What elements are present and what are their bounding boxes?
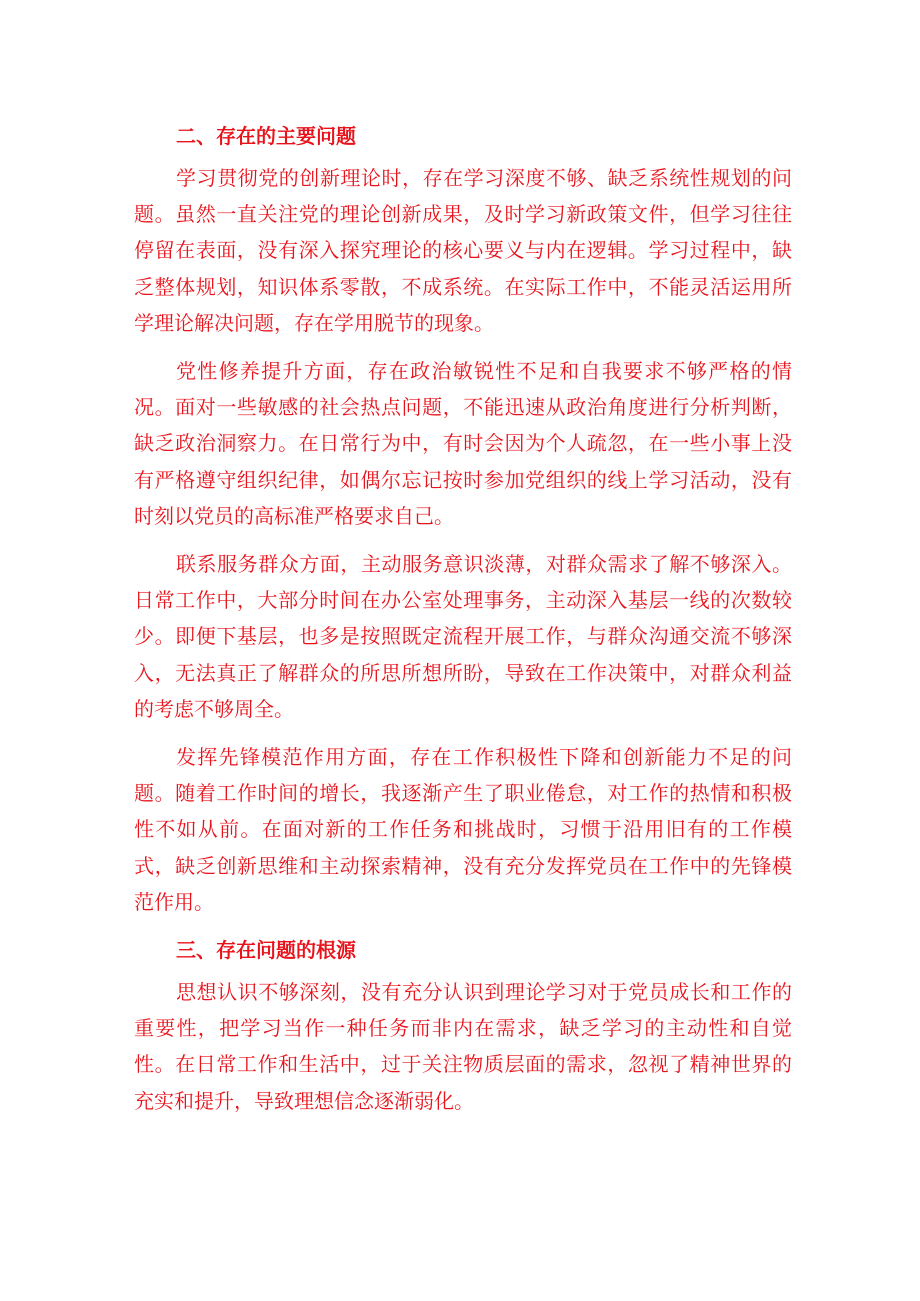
section-2-paragraph-1: 学习贯彻党的创新理论时，存在学习深度不够、缺乏系统性规划的问题。虽然一直关注党的理论创新成果，及时学习新政策文件，但学习往往停留在表面，没有深入探究理论的核心要义与内在逻辑。学习过程中，缺乏整体规划，知识体系零散，不成系统。在实际工作中，不能灵活运用所学理论解决问题，存在学用脱节的现象。	[134, 166, 792, 335]
section-3-heading: 三、存在问题的根源	[176, 938, 356, 963]
section-2-paragraph-3: 联系服务群众方面，主动服务意识淡薄，对群众需求了解不够深入。日常工作中，大部分时间在办公室处理事务，主动深入基层一线的次数较少。即便下基层，也多是按照既定流程开展工作，与群众沟通交流不够深入，无法真正了解群众的所思所想所盼，导致在工作决策中，对群众利益的考虑不够周全。	[134, 552, 792, 721]
section-2-paragraph-2: 党性修养提升方面，存在政治敏锐性不足和自我要求不够严格的情况。面对一些敏感的社会热点问题，不能迅速从政治角度进行分析判断，缺乏政治洞察力。在日常行为中，有时会因为个人疏忽，在一些小事上没有严格遵守组织纪律，如偶尔忘记按时参加党组织的线上学习活动，没有时刻以党员的高标准严格要求自己。	[134, 359, 792, 528]
section-2-paragraph-4: 发挥先锋模范作用方面，存在工作积极性下降和创新能力不足的问题。随着工作时间的增长，我逐渐产生了职业倦怠，对工作的热情和积极性不如从前。在面对新的工作任务和挑战时，习惯于沿用旧有的工作模式，缺乏创新思维和主动探索精神，没有充分发挥党员在工作中的先锋模范作用。	[134, 745, 792, 914]
section-3-paragraph-1: 思想认识不够深刻，没有充分认识到理论学习对于党员成长和工作的重要性，把学习当作一种任务而非内在需求，缺乏学习的主动性和自觉性。在日常工作和生活中，过于关注物质层面的需求，忽视了精神世界的充实和提升，导致理想信念逐渐弱化。	[134, 980, 792, 1113]
section-2-heading: 二、存在的主要问题	[176, 124, 356, 148]
document-body	[134, 118, 792, 1131]
